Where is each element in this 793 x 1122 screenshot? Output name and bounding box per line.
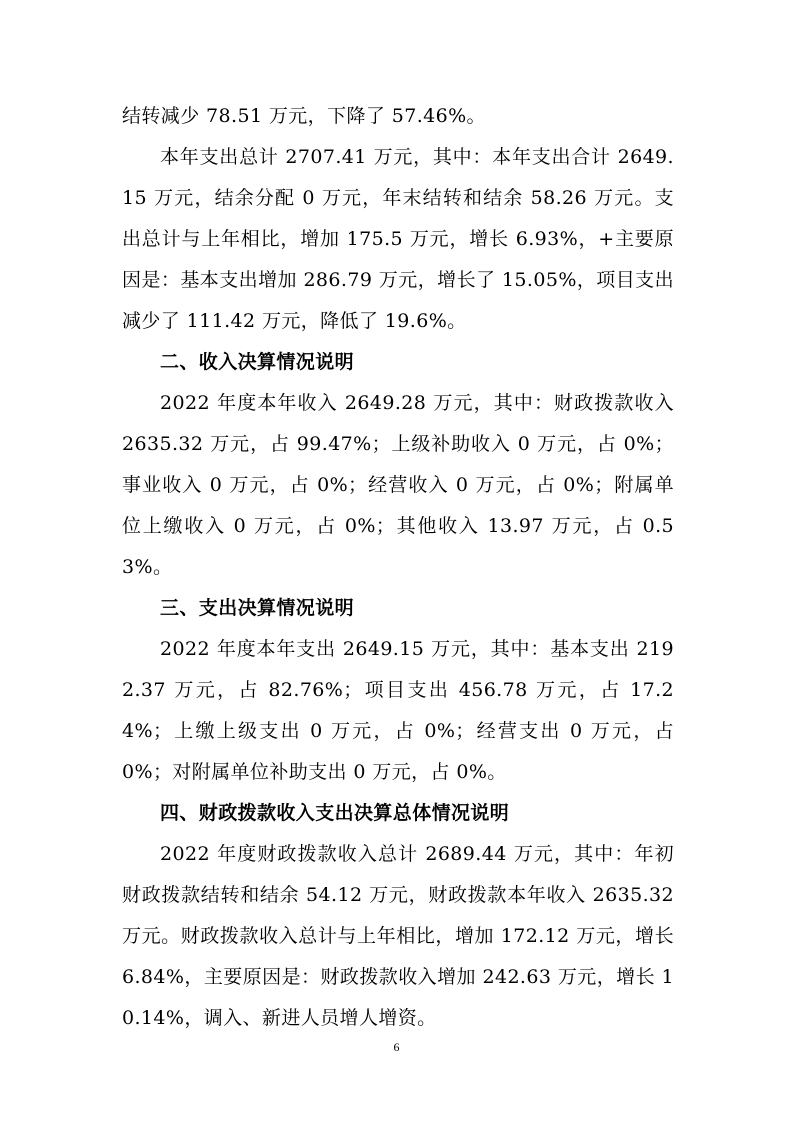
paragraph-fiscal-appropriation: 2022 年度财政拨款收入总计 2689.44 万元，其中：年初财政拨款结转和结余 54.12 万元，财政拨款本年收入 2635.32 万元。财政拨款收入总计与上年相比，增加 172.12 万元，增长 6.84%，主要原因是：财政拨款收入增加 242.63 万元，增长 10.14%，调入、新进人员增人增资。 — [122, 843, 674, 1029]
section-heading-income: 二、收入决算情况说明 — [160, 351, 355, 373]
section-heading-fiscal-appropriation: 四、财政拨款收入支出决算总体情况说明 — [160, 802, 510, 824]
document-body — [122, 96, 674, 1039]
paragraph-expenditure: 2022 年度本年支出 2649.15 万元，其中：基本支出 2192.37 万元，占 82.76%；项目支出 456.78 万元，占 17.24%；上缴上级支出 0 万元，占 0%；经营支出 0 万元，占 0%；对附属单位补助支出 0 万元，占 0%。 — [122, 638, 674, 783]
paragraph-expenditure-total: 本年支出总计 2707.41 万元，其中：本年支出合计 2649.15 万元，结余分配 0 万元，年末结转和结余 58.26 万元。支出总计与上年相比，增加 175.5 万元，增长 6.93%，+主要原因是：基本支出增加 286.79 万元，增长了 15.05%，项目支出减少了 111.42 万元，降低了 19.6%。 — [122, 146, 674, 332]
section-heading-expenditure: 三、支出决算情况说明 — [160, 597, 355, 619]
page-number: 6 — [393, 1040, 400, 1054]
paragraph-carryover: 结转减少 78.51 万元，下降了 57.46%。 — [122, 105, 486, 127]
paragraph-income: 2022 年度本年收入 2649.28 万元，其中：财政拨款收入 2635.32 万元，占 99.47%；上级补助收入 0 万元，占 0%；事业收入 0 万元，占 0%；经营收入 0 万元，占 0%；附属单位上缴收入 0 万元，占 0%；其他收入 13.97 万元，占 0.53%。 — [122, 392, 674, 578]
